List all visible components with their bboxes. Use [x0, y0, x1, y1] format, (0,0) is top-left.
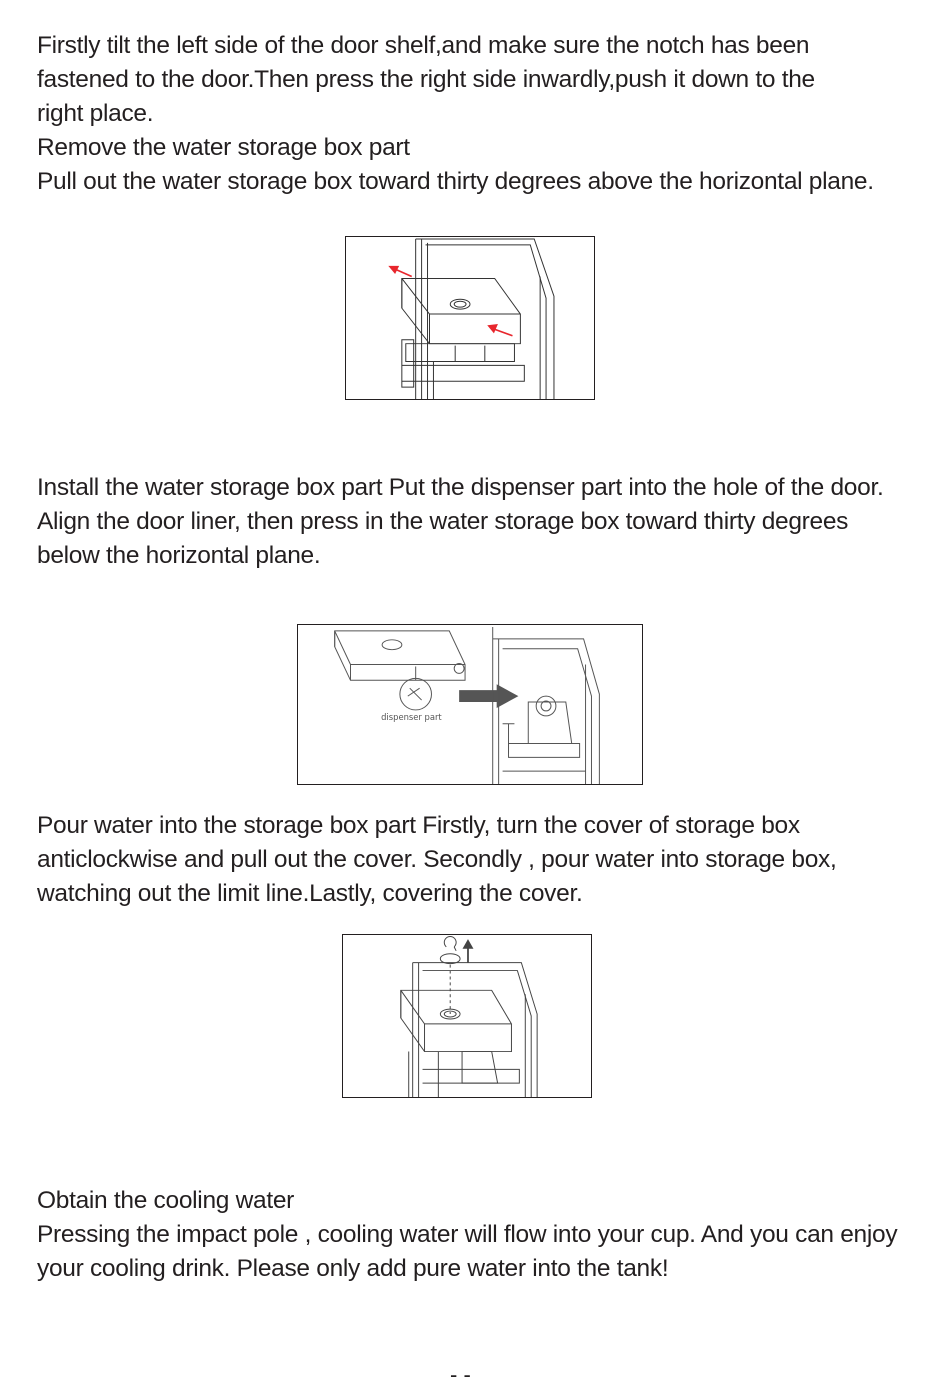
dispenser-part-label: dispenser part — [381, 711, 442, 722]
pour-water-figure — [342, 934, 592, 1098]
text-line: your cooling drink. Please only add pure water into the tank! — [37, 1255, 669, 1282]
text-line: Pressing the impact pole , cooling water will flow into your cup. And you can enjoy — [37, 1221, 898, 1248]
text-line: Firstly tilt the left side of the door shelf,and make sure the notch has been — [37, 32, 810, 59]
text-line: fastened to the door.Then press the right side inwardly,push it down to the — [37, 66, 815, 93]
text-line: Pour water into the storage box part Firstly, turn the cover of storage box — [37, 812, 800, 839]
remove-box-illustration — [346, 237, 594, 399]
remove-box-figure — [345, 236, 595, 400]
text-line: below the horizontal plane. — [37, 542, 321, 569]
install-box-figure — [297, 624, 643, 785]
pour-instructions — [37, 809, 836, 911]
install-instructions — [37, 471, 883, 573]
obtain-instructions — [37, 1184, 897, 1286]
text-line: Pull out the water storage box toward thirty degrees above the horizontal plane. — [37, 168, 874, 195]
section-heading-remove: Remove the water storage box part — [37, 134, 410, 161]
text-line: right place. — [37, 100, 154, 127]
text-line: Install the water storage box part Put the dispenser part into the hole of the door. — [37, 474, 884, 501]
text-line: watching out the limit line.Lastly, covering the cover. — [37, 880, 583, 907]
text-line: anticlockwise and pull out the cover. Secondly , pour water into storage box, — [37, 846, 837, 873]
install-box-illustration — [298, 625, 642, 784]
text-line: Align the door liner, then press in the water storage box toward thirty degrees — [37, 508, 849, 535]
door-shelf-instructions — [37, 29, 874, 199]
page-number-footer: - - — [450, 1362, 471, 1387]
section-heading-obtain: Obtain the cooling water — [37, 1187, 295, 1214]
pour-water-illustration — [343, 935, 591, 1097]
